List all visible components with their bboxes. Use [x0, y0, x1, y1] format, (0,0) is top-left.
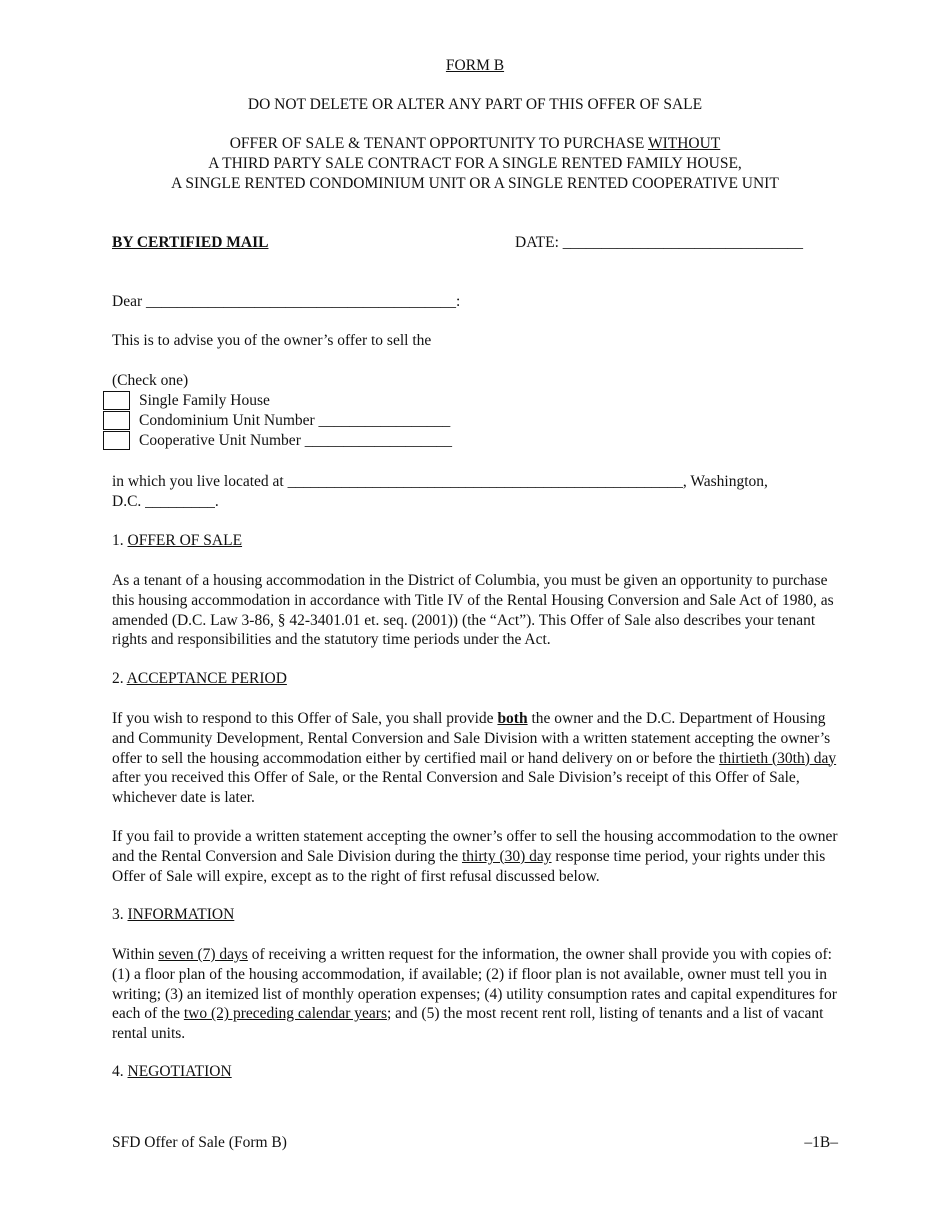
section-3-text: [112, 945, 842, 1044]
s2-thirtieth-day: thirtieth (30th) day: [719, 749, 837, 767]
checkbox-cooperative[interactable]: [103, 431, 130, 450]
option-condominium: Condominium Unit Number _________________: [139, 412, 451, 429]
title-line-3: A SINGLE RENTED CONDOMINIUM UNIT OR A SINGLE RENTED COOPERATIVE UNIT: [171, 175, 779, 192]
warning-text: DO NOT DELETE OR ALTER ANY PART OF THIS OFFER OF SALE: [247, 96, 703, 113]
s2-both-emphasis: both: [497, 710, 528, 727]
advise-text: This is to advise you of the owner’s offer to sell the: [112, 332, 432, 349]
s2-p1-part-e: after you received this Offer of Sale, or the Rental Conversion and Sale Division’s receipt of this Offer of Sale, whichever date is later.: [112, 769, 800, 807]
section-3-title: INFORMATION: [127, 906, 235, 923]
s3-part-a: Within: [112, 946, 159, 963]
s3-seven-days: seven (7) days: [158, 946, 248, 963]
s2-p1-part-c: the owner and the D.C. Department of Housing and Community Development, Rental Conversion and Sale Division with a written statement accepting the owner’s offer to sell the housing accommodation either by certified mail or hand delivery on or before the: [112, 710, 831, 767]
certified-mail-label: BY CERTIFIED MAIL: [112, 234, 269, 251]
check-one-heading: (Check one): [112, 372, 189, 389]
section-4-heading: [112, 1063, 232, 1081]
s2-p2-part-c: response time period, your rights under this Offer of Sale will expire, except as to the right of first refusal discussed below.: [112, 847, 826, 885]
location-line-2: D.C. _________.: [112, 493, 219, 510]
checkbox-condominium[interactable]: [103, 411, 130, 430]
title-line-1-text: OFFER OF SALE & TENANT OPPORTUNITY TO PURCHASE: [229, 135, 648, 152]
section-1-title: OFFER OF SALE: [127, 532, 243, 549]
s2-thirty-day: thirty (30) day: [461, 847, 552, 865]
section-3-number: 3.: [112, 906, 128, 923]
footer-form-name: SFD Offer of Sale (Form B): [112, 1134, 287, 1151]
footer-page-number: –1B–: [804, 1134, 838, 1151]
title-line-2: A THIRD PARTY SALE CONTRACT FOR A SINGLE RENTED FAMILY HOUSE,: [208, 155, 742, 172]
section-4-title: NEGOTIATION: [127, 1063, 232, 1080]
s3-part-e: ; and (5) the most recent rent roll, listing of tenants and a list of vacant rental units.: [112, 1005, 824, 1043]
section-4-number: 4.: [112, 1063, 128, 1080]
section-1-number: 1.: [112, 532, 128, 549]
s2-p2-part-a: If you fail to provide a written statement accepting the owner’s offer to sell the housing accommodation to the owner and the Rental Conversion and Sale Division during the: [112, 828, 838, 865]
s2-p1-part-a: If you wish to respond to this Offer of Sale, you shall provide: [112, 710, 498, 727]
section-1-text: As a tenant of a housing accommodation in the District of Columbia, you must be given an opportunity to purchase this housing accommodation in accordance with Title IV of the Rental Housing Conversion and Sale Act of 1980, as amended (D.C. Law 3-86, § 42-3401.01 et. seq. (2001)) (the “Act”). This Offer of Sale also describes your tenant rights and responsibilities and the statutory time periods under the Act.: [112, 572, 834, 649]
greeting-line: Dear ________________________________________:: [112, 293, 461, 310]
section-2-paragraph-1: [112, 709, 842, 808]
checkbox-single-family[interactable]: [103, 391, 130, 410]
location-line-1: in which you live located at ___________________________________________________, Washington,: [112, 473, 768, 490]
section-1-heading: [112, 532, 242, 550]
form-label: [0, 57, 950, 75]
s3-two-years: two (2) preceding calendar years: [183, 1005, 387, 1023]
section-2-title: ACCEPTANCE PERIOD: [126, 670, 287, 687]
section-2-heading: [112, 670, 287, 688]
title-without: WITHOUT: [647, 135, 721, 152]
section-2-paragraph-2: [112, 827, 842, 886]
title-line-1: [0, 135, 950, 153]
date-field: DATE: _______________________________: [515, 234, 804, 251]
s3-part-c: of receiving a written request for the information, the owner shall provide you with copies of: (1) a floor plan of the housing accommodation, if available; (2) if floor plan is not available, owner must tell you in writing; (3) an itemized list of monthly operation expenses; (4) utility consumption rates and capital expenditures for each of the: [112, 946, 837, 1023]
form-label-text: FORM B: [445, 57, 505, 74]
section-3-heading: [112, 906, 234, 924]
option-single-family: Single Family House: [139, 392, 270, 409]
option-cooperative: Cooperative Unit Number ___________________: [139, 432, 452, 449]
section-2-number: 2.: [112, 670, 127, 687]
